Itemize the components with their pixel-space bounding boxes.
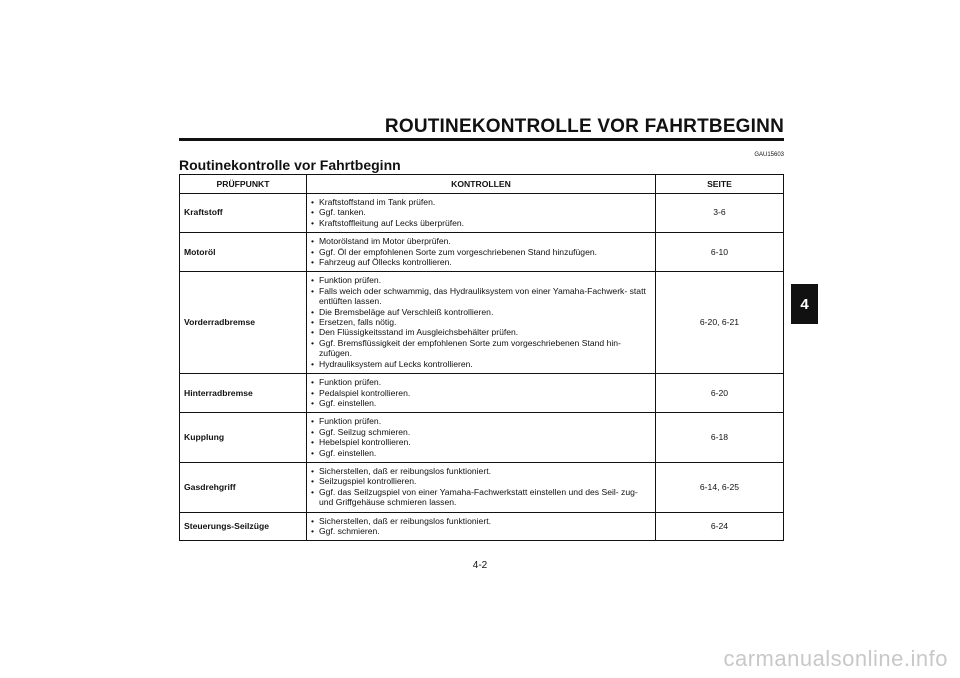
inspection-item: Vorderradbremse [180, 272, 307, 374]
check-list-item: • Ggf. das Seilzugspiel von einer Yamaha-Fachwerkstatt einstellen und des Seil- zug- und Griffgehäuse schmieren lassen. [311, 487, 651, 508]
check-list-item: • Ggf. schmieren. [311, 526, 651, 536]
check-list [311, 416, 651, 458]
section-title: Routinekontrolle vor Fahrtbeginn [179, 157, 401, 173]
check-list-cell [307, 272, 656, 374]
check-list [311, 377, 651, 408]
check-list-item: • Ggf. einstellen. [311, 448, 651, 458]
page-reference: 6-18 [656, 413, 784, 463]
check-list-item: • Ggf. tanken. [311, 207, 651, 217]
inspection-table [179, 174, 784, 541]
check-list-item: • Hebelspiel kontrollieren. [311, 437, 651, 447]
inspection-item: Gasdrehgriff [180, 462, 307, 512]
watermark: carmanualsonline.info [723, 646, 948, 671]
check-list [311, 236, 651, 267]
check-list-item: • Ersetzen, falls nötig. [311, 317, 651, 327]
header-rule [179, 138, 784, 141]
check-list [311, 516, 651, 537]
table-body [180, 194, 784, 541]
table-row [180, 272, 784, 374]
table-row [180, 462, 784, 512]
check-list-item: • Kraftstoffleitung auf Lecks überprüfen. [311, 218, 651, 228]
table-row [180, 374, 784, 413]
table-row [180, 233, 784, 272]
check-list-item: • Die Bremsbeläge auf Verschleiß kontrollieren. [311, 307, 651, 317]
inspection-item: Hinterradbremse [180, 374, 307, 413]
page-reference: 6-10 [656, 233, 784, 272]
check-list-cell [307, 233, 656, 272]
check-list-item: • Ggf. Seilzug schmieren. [311, 427, 651, 437]
table-row [180, 413, 784, 463]
check-list-cell [307, 194, 656, 233]
check-list-item: • Hydrauliksystem auf Lecks kontrollieren. [311, 359, 651, 369]
table-row [180, 512, 784, 541]
page-header-title: ROUTINEKONTROLLE VOR FAHRTBEGINN [384, 116, 784, 137]
column-header-page: SEITE [656, 175, 784, 194]
reference-code: GAU15603 [754, 152, 784, 158]
check-list-cell [307, 462, 656, 512]
check-list-cell [307, 374, 656, 413]
check-list [311, 197, 651, 228]
page-number: 4-2 [472, 560, 488, 571]
check-list-item: • Pedalspiel kontrollieren. [311, 388, 651, 398]
check-list-cell [307, 512, 656, 541]
check-list-item: • Ggf. einstellen. [311, 398, 651, 408]
check-list-item: • Seilzugspiel kontrollieren. [311, 476, 651, 486]
page-reference: 6-20, 6-21 [656, 272, 784, 374]
check-list-item: • Falls weich oder schwammig, das Hydrauliksystem von einer Yamaha-Fachwerk- statt entlüften lassen. [311, 286, 651, 307]
page-reference: 6-14, 6-25 [656, 462, 784, 512]
check-list-item: • Den Flüssigkeitsstand im Ausgleichsbehälter prüfen. [311, 327, 651, 337]
inspection-item: Kupplung [180, 413, 307, 463]
check-list-item: • Ggf. Bremsflüssigkeit der empfohlenen Sorte zum vorgeschriebenen Stand hin- zufügen. [311, 338, 651, 359]
check-list-item: • Kraftstoffstand im Tank prüfen. [311, 197, 651, 207]
page-reference: 3-6 [656, 194, 784, 233]
check-list-item: • Funktion prüfen. [311, 275, 651, 285]
check-list-cell [307, 413, 656, 463]
page-reference: 6-24 [656, 512, 784, 541]
inspection-item: Steuerungs-Seilzüge [180, 512, 307, 541]
check-list [311, 466, 651, 508]
inspection-item: Motoröl [180, 233, 307, 272]
check-list [311, 275, 651, 369]
page-reference: 6-20 [656, 374, 784, 413]
check-list-item: • Funktion prüfen. [311, 377, 651, 387]
table-row [180, 194, 784, 233]
check-list-item: • Sicherstellen, daß er reibungslos funktioniert. [311, 466, 651, 476]
chapter-tab: 4 [791, 284, 818, 324]
column-header-item: PRÜFPUNKT [180, 175, 307, 194]
inspection-item: Kraftstoff [180, 194, 307, 233]
check-list-item: • Motorölstand im Motor überprüfen. [311, 236, 651, 246]
check-list-item: • Funktion prüfen. [311, 416, 651, 426]
table-header-row [180, 175, 784, 194]
column-header-checks: KONTROLLEN [307, 175, 656, 194]
check-list-item: • Fahrzeug auf Öllecks kontrollieren. [311, 257, 651, 267]
check-list-item: • Sicherstellen, daß er reibungslos funktioniert. [311, 516, 651, 526]
check-list-item: • Ggf. Öl der empfohlenen Sorte zum vorgeschriebenen Stand hinzufügen. [311, 247, 651, 257]
